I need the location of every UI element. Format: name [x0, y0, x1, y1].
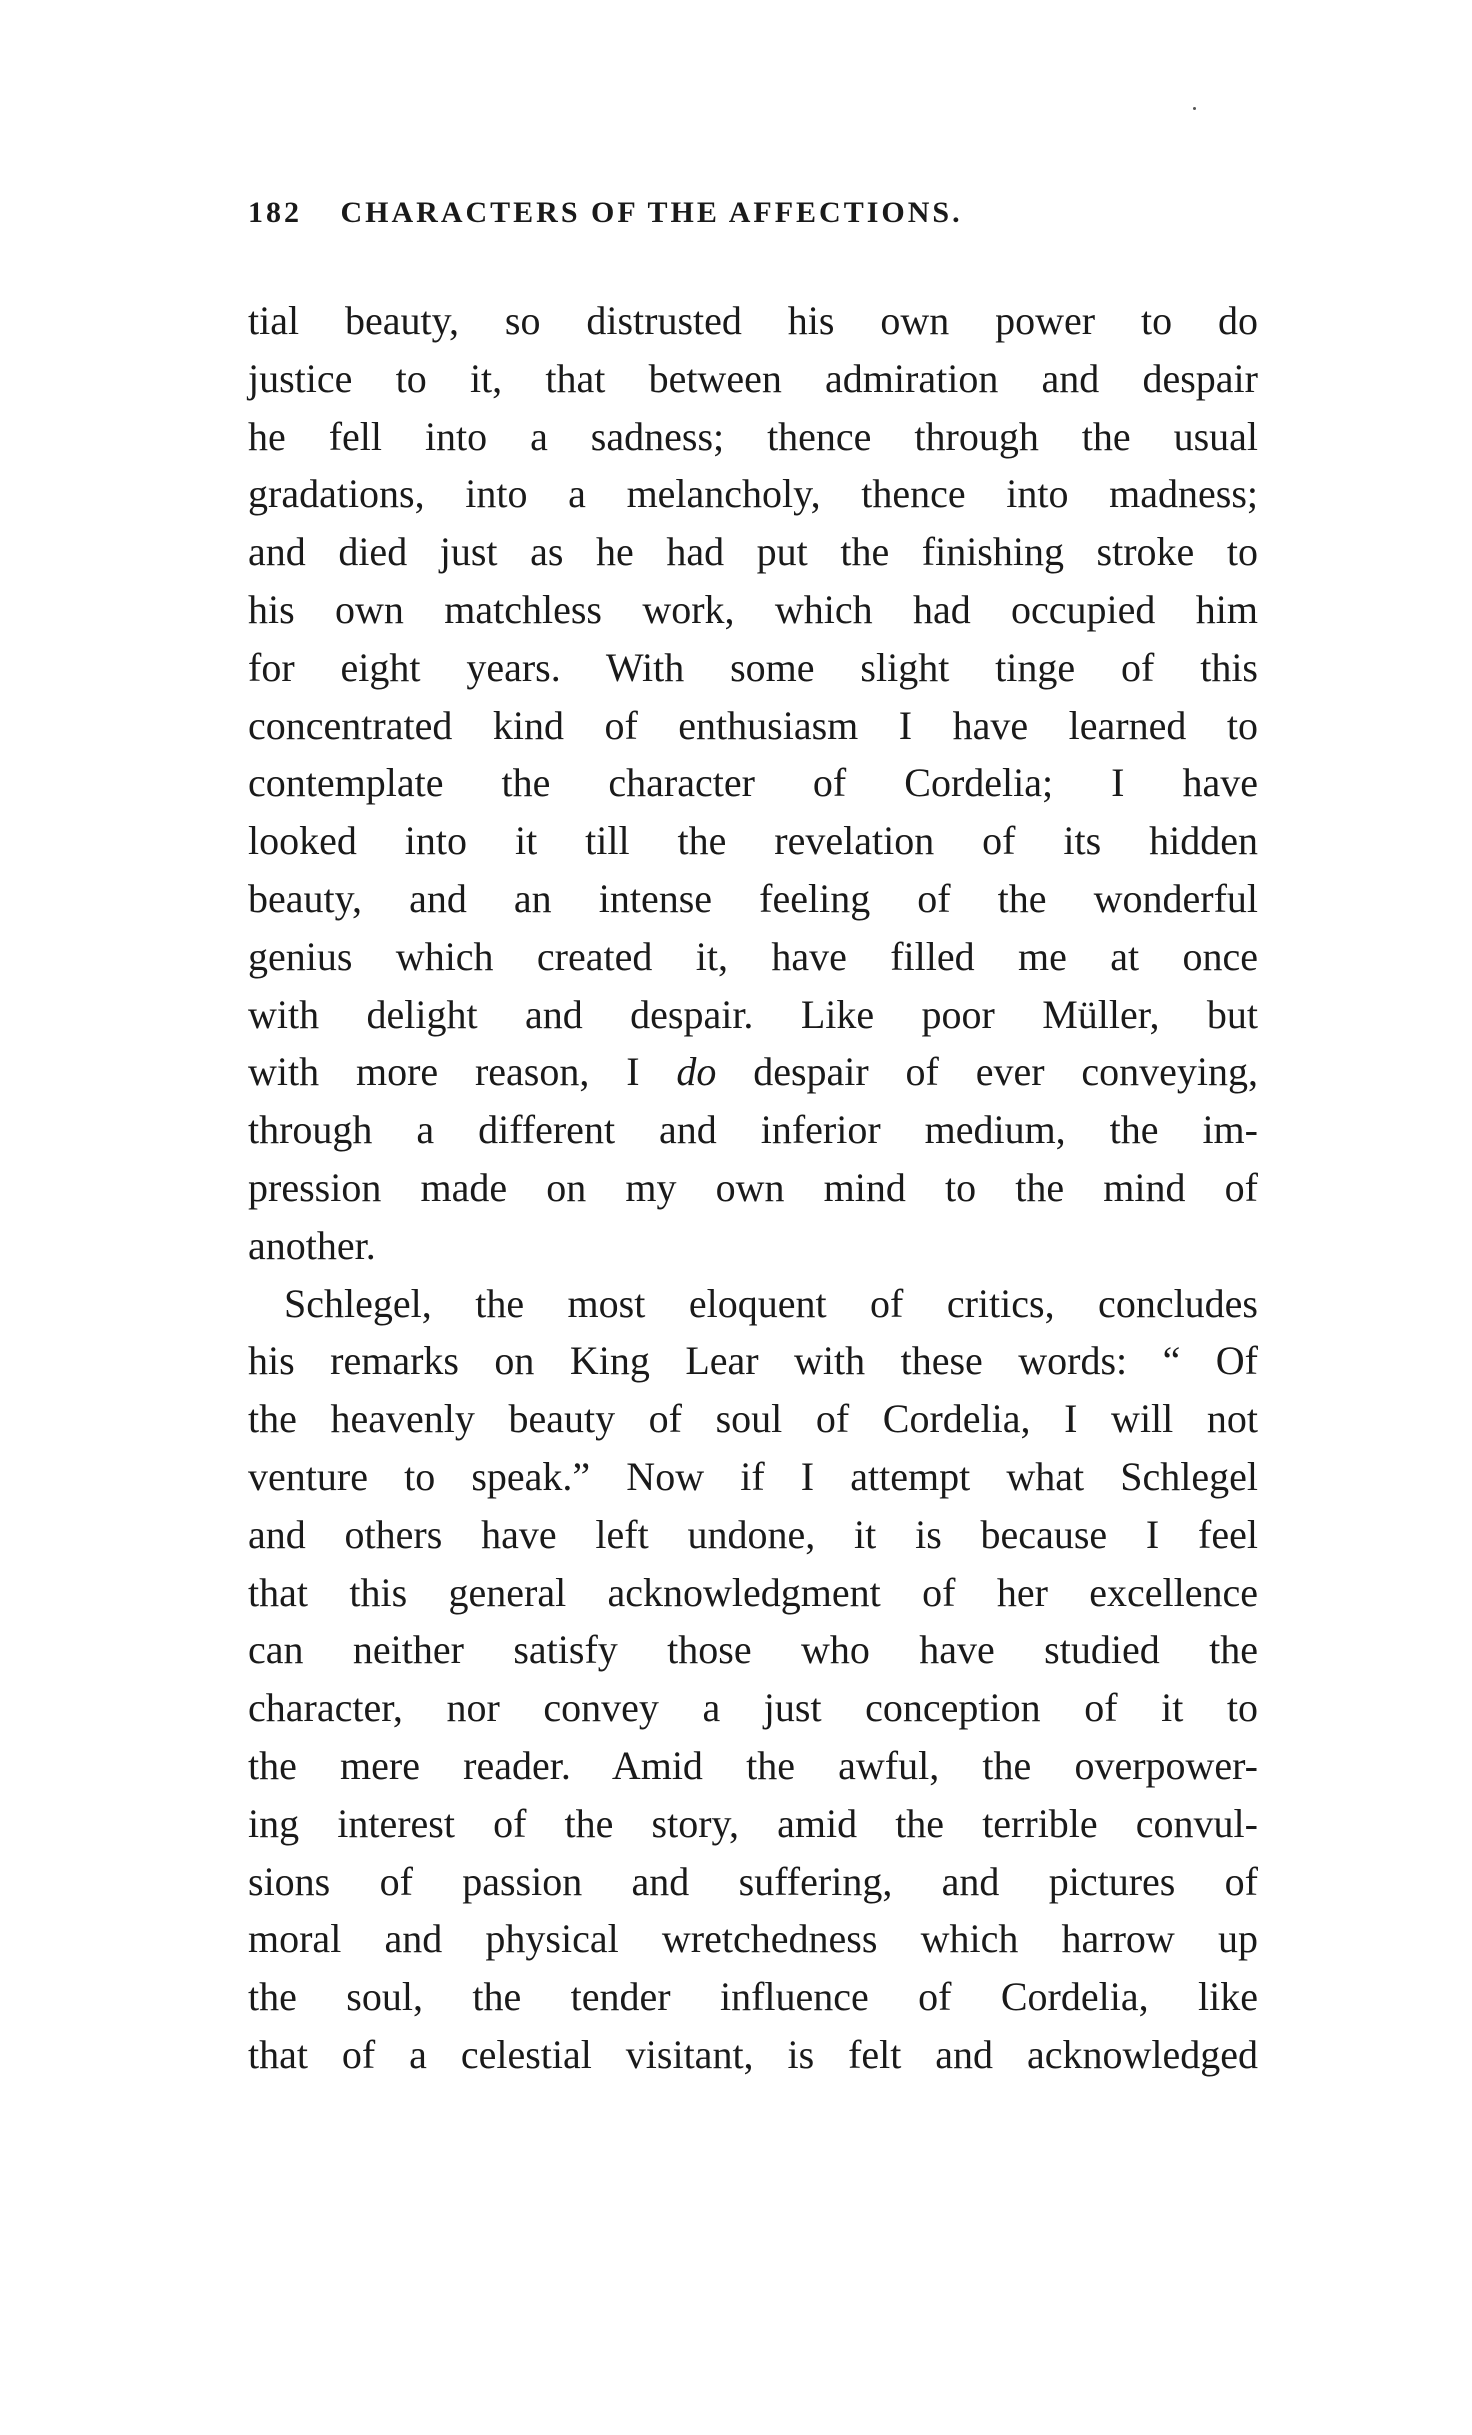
- text-line: his remarks on King Lear with these words: “ Of: [248, 1338, 1258, 1384]
- text-line: through a different and inferior medium, the im-: [248, 1107, 1258, 1153]
- text-line: the soul, the tender influence of Cordelia, like: [248, 1974, 1258, 2020]
- running-head: CHARACTERS OF THE AFFECTIONS.: [340, 196, 963, 229]
- text-line: can neither satisfy those who have studied the: [248, 1627, 1258, 1673]
- text-segment: with more reason, I: [248, 1049, 677, 1095]
- text-line: he fell into a sadness; thence through the usual: [248, 413, 1258, 459]
- text-line: moral and physical wretchedness which harrow up: [248, 1916, 1258, 1962]
- text-line: for eight years. With some slight tinge of this: [248, 644, 1258, 690]
- page-header: [248, 196, 1258, 246]
- text-line: genius which created it, have filled me at once: [248, 933, 1258, 979]
- text-line: that of a celestial visitant, is felt and acknowledged: [248, 2031, 1258, 2077]
- text-line: that this general acknowledgment of her excellence: [248, 1569, 1258, 1615]
- text-line: the mere reader. Amid the awful, the overpower-: [248, 1742, 1258, 1788]
- text-line: his own matchless work, which had occupied him: [248, 586, 1258, 632]
- text-line: pression made on my own mind to the mind of: [248, 1164, 1258, 1210]
- ink-speck: [1193, 107, 1196, 110]
- text-line: the heavenly beauty of soul of Cordelia, I will not: [248, 1396, 1258, 1442]
- text-line: sions of passion and suffering, and pictures of: [248, 1858, 1258, 1904]
- text-line: another.: [248, 1222, 376, 1268]
- text-line: concentrated kind of enthusiasm I have learned to: [248, 702, 1258, 748]
- text-line: Schlegel, the most eloquent of critics, concludes: [284, 1280, 1258, 1326]
- text-line: and died just as he had put the finishing stroke to: [248, 529, 1258, 575]
- text-line: [248, 1043, 1258, 1101]
- text-line: with delight and despair. Like poor Müller, but: [248, 991, 1258, 1037]
- page-number: 182: [248, 196, 302, 229]
- text-line: gradations, into a melancholy, thence into madness;: [248, 471, 1258, 517]
- text-line: beauty, and an intense feeling of the wonderful: [248, 875, 1258, 921]
- italic-emphasis: do: [676, 1049, 717, 1095]
- text-line: ing interest of the story, amid the terrible convul-: [248, 1800, 1258, 1846]
- text-line: character, nor convey a just conception of it to: [248, 1685, 1258, 1731]
- text-line: and others have left undone, it is because I feel: [248, 1511, 1258, 1557]
- paragraph: [248, 1275, 1258, 2084]
- paragraph: [248, 292, 1258, 1275]
- text-line: looked into it till the revelation of its hidden: [248, 818, 1258, 864]
- text-line: contemplate the character of Cordelia; I have: [248, 760, 1258, 806]
- text-line: venture to speak.” Now if I attempt what Schlegel: [248, 1453, 1258, 1499]
- body-text: [248, 292, 1258, 2084]
- text-segment: despair of ever conveying,: [716, 1049, 1259, 1095]
- text-line: tial beauty, so distrusted his own power to do: [248, 298, 1258, 343]
- text-line: justice to it, that between admiration and despair: [248, 355, 1258, 401]
